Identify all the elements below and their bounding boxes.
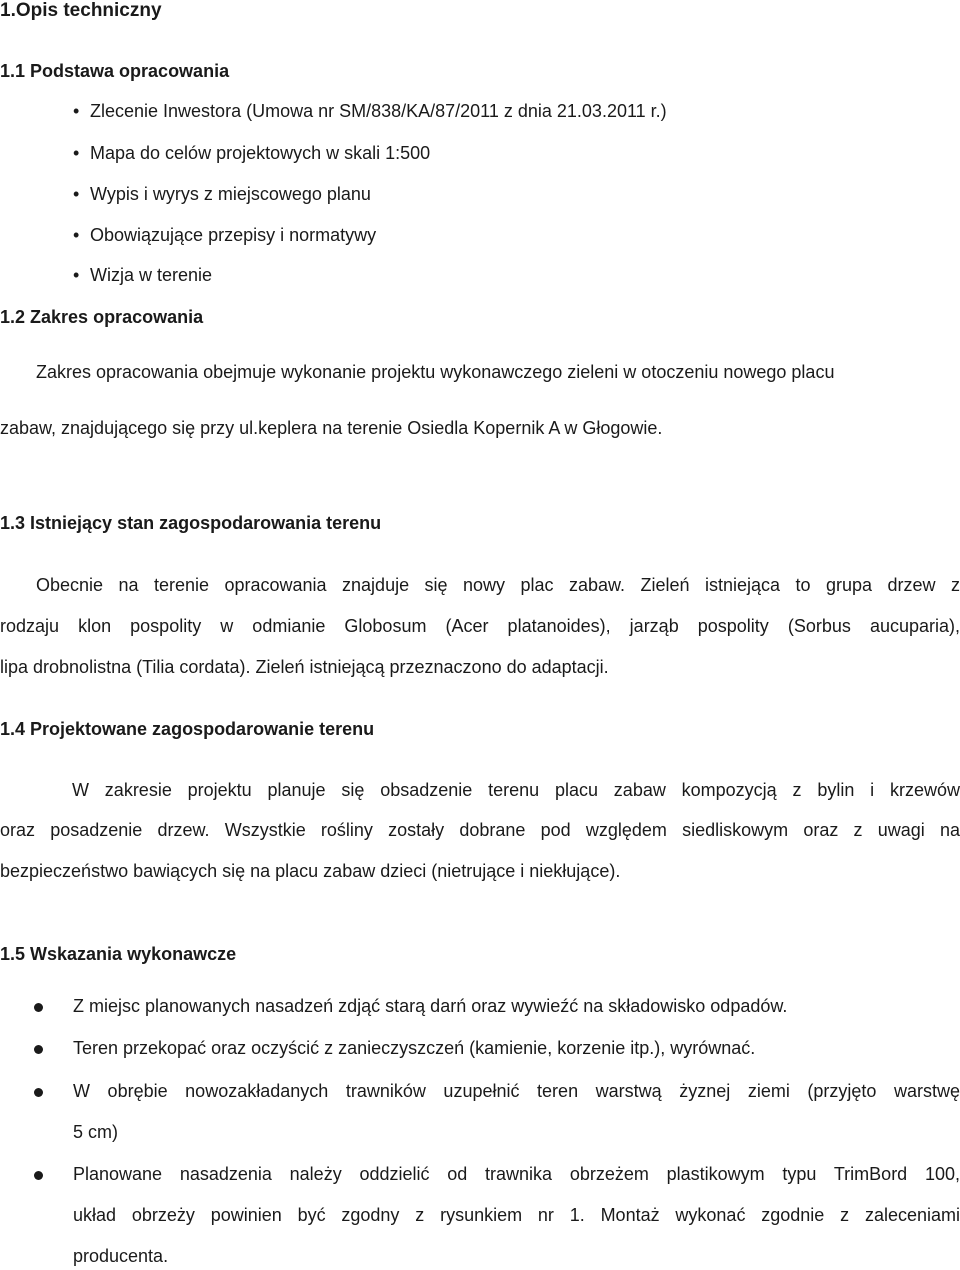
list-item-continuation: układ obrzeży powinien być zgodny z rysunkiem nr 1. Montaż wykonać zgodnie z zaleceniami <box>73 1205 960 1225</box>
paragraph-line: bezpieczeństwo bawiących się na placu zabaw dzieci (nietrujące i niekłujące). <box>0 861 621 881</box>
bullet-icon <box>34 1088 43 1097</box>
section-1-1-heading: 1.1 Podstawa opracowania <box>0 61 230 81</box>
section-1-4-heading: 1.4 Projektowane zagospodarowanie terenu <box>0 719 375 739</box>
paragraph-line: rodzaju klon pospolity w odmianie Globosum (Acer platanoides), jarząb pospolity (Sorbus aucuparia), <box>0 616 960 636</box>
section-1-3-heading: 1.3 Istniejący stan zagospodarowania terenu <box>0 513 382 533</box>
paragraph-line: W zakresie projektu planuje się obsadzenie terenu placu zabaw kompozycją z bylin i krzewów <box>72 780 960 800</box>
list-item: Planowane nasadzenia należy oddzielić od trawnika obrzeżem plastikowym typu TrimBord 100, <box>73 1164 960 1184</box>
section-1-2-heading: 1.2 Zakres opracowania <box>0 307 204 327</box>
bullet-icon <box>34 1003 43 1012</box>
bullet-icon <box>34 1045 43 1054</box>
list-item: • Obowiązujące przepisy i normatywy <box>73 225 377 245</box>
list-item: • Zlecenie Inwestora (Umowa nr SM/838/KA/87/2011 z dnia 21.03.2011 r.) <box>73 101 667 121</box>
bullet-icon: • <box>73 101 80 121</box>
bullet-icon: • <box>73 265 80 285</box>
paragraph-line: lipa drobnolistna (Tilia cordata). Zieleń istniejącą przeznaczono do adaptacji. <box>0 657 609 677</box>
list-item: W obrębie nowozakładanych trawników uzupełnić teren warstwą żyznej ziemi (przyjęto warstwę <box>73 1081 960 1101</box>
list-item: Teren przekopać oraz oczyścić z zanieczyszczeń (kamienie, korzenie itp.), wyrównać. <box>73 1038 756 1058</box>
list-item: Z miejsc planowanych nasadzeń zdjąć starą darń oraz wywieźć na składowisko odpadów. <box>73 996 788 1016</box>
bullet-icon: • <box>73 184 80 204</box>
paragraph-line: oraz posadzenie drzew. Wszystkie rośliny zostały dobrane pod względem siedliskowym oraz z uwagi na <box>0 820 960 840</box>
paragraph-line: Zakres opracowania obejmuje wykonanie projektu wykonawczego zieleni w otoczeniu nowego placu <box>36 362 835 382</box>
list-item: • Wizja w terenie <box>73 265 213 285</box>
list-item: • Wypis i wyrys z miejscowego planu <box>73 184 371 204</box>
list-item-continuation: producenta. <box>73 1246 169 1266</box>
paragraph-line: Obecnie na terenie opracowania znajduje się nowy plac zabaw. Zieleń istniejąca to grupa drzew z <box>36 575 960 595</box>
paragraph-line: zabaw, znajdującego się przy ul.keplera na terenie Osiedla Kopernik A w Głogowie. <box>0 418 663 438</box>
section-1-5-heading: 1.5 Wskazania wykonawcze <box>0 944 237 964</box>
document-title: 1.Opis techniczny <box>0 0 162 21</box>
bullet-icon: • <box>73 143 80 163</box>
list-item: • Mapa do celów projektowych w skali 1:500 <box>73 143 431 163</box>
bullet-icon <box>34 1171 43 1180</box>
bullet-icon: • <box>73 225 80 245</box>
list-item-continuation: 5 cm) <box>73 1122 118 1142</box>
